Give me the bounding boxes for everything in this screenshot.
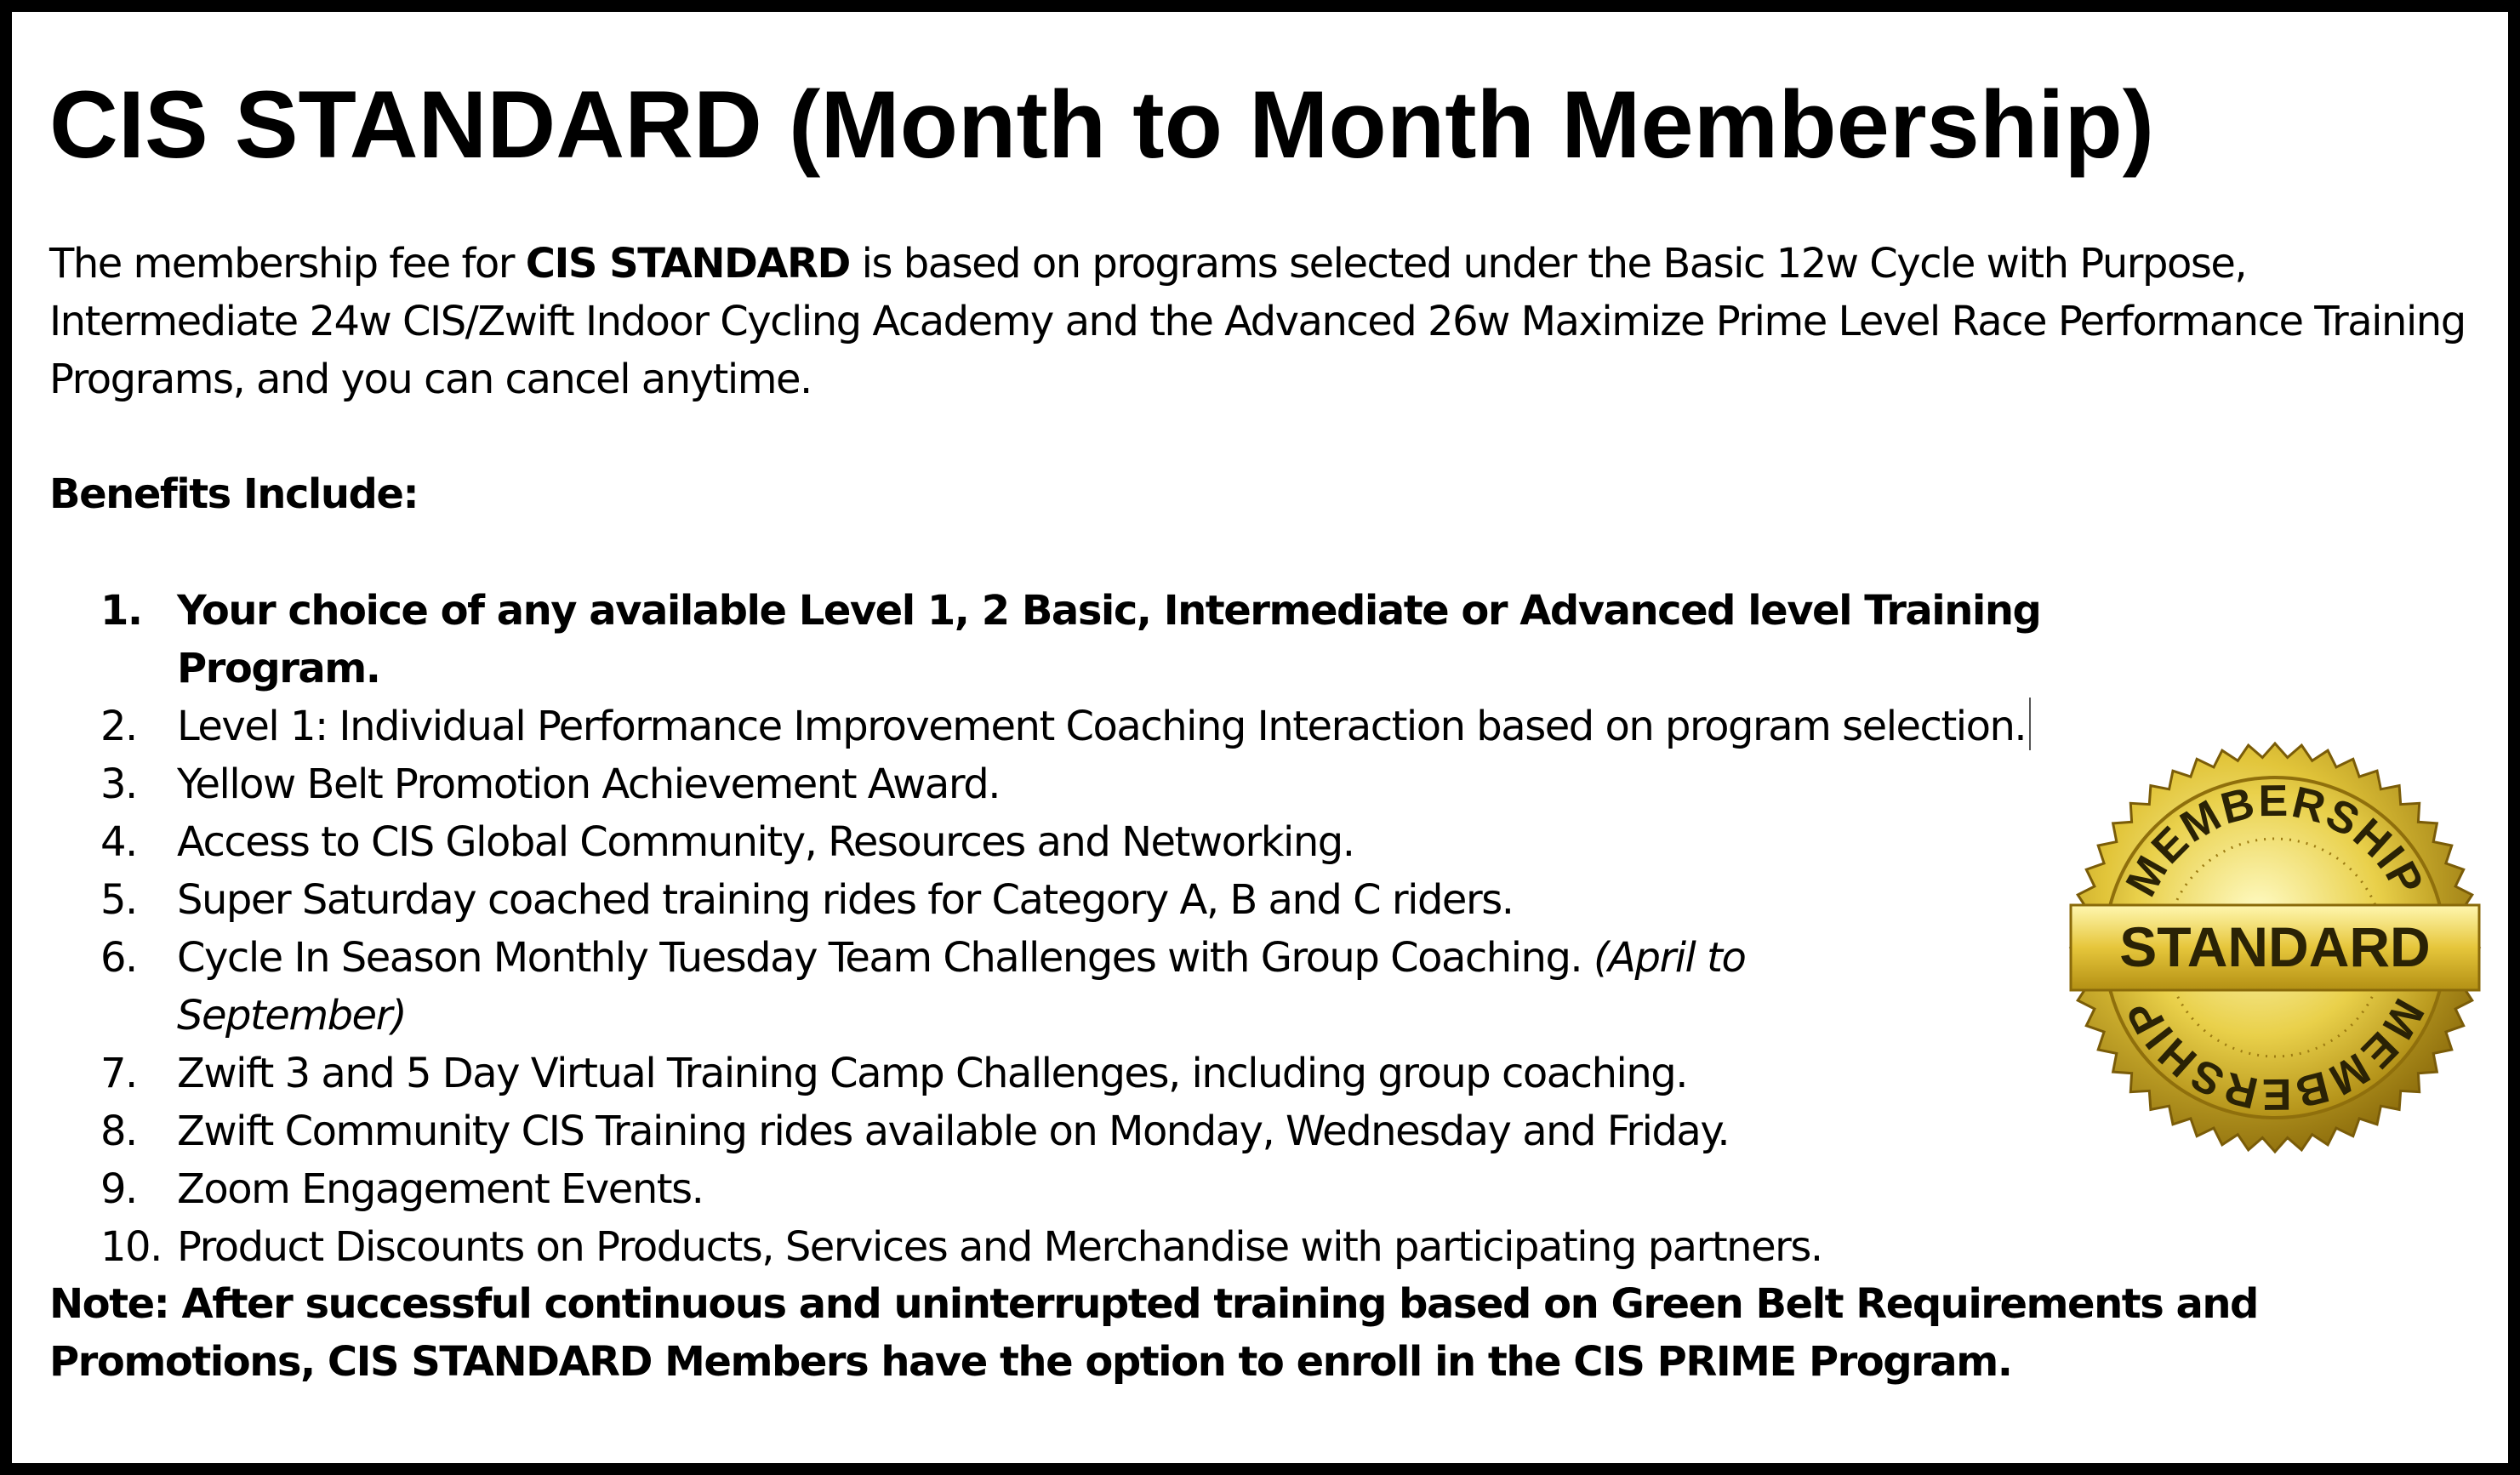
intro-text-bold: CIS STANDARD <box>525 240 850 288</box>
intro-text-before: The membership fee for <box>49 240 526 288</box>
list-item-text: Product Discounts on Products, Services and Merchandise with participating partners. <box>177 1223 1822 1271</box>
list-item <box>100 929 1921 1045</box>
benefits-list <box>100 582 2057 1276</box>
list-item <box>100 1045 2057 1102</box>
note-paragraph: Note: After successful continuous and uninterrupted training based on Green Belt Requirements and Promotions, CIS STANDARD Members have the option to enroll in the CIS PRIME Program. <box>49 1280 2258 1386</box>
list-number: 8. <box>100 1108 137 1155</box>
list-item-text: Zwift Community CIS Training rides available on Monday, Wednesday and Friday. <box>177 1108 1730 1155</box>
list-item-italic-text: (April to September) <box>177 934 1746 1039</box>
list-item <box>100 755 2057 813</box>
text-cursor <box>2029 698 2031 750</box>
list-number: 2. <box>100 703 137 750</box>
list-item-text: Cycle In Season Monthly Tuesday Team Challenges with Group Coaching. <box>177 934 1594 982</box>
seal-bottom-text: MEMBERSHIP <box>2116 990 2434 1119</box>
intro-text-after: is based on programs selected under the Basic 12w Cycle with Purpose, Intermediate 24w CIS/Zwift Indoor Cycling Academy and the Advanced 26w Maximize Prime Level Race Performance Training Programs, and you can cancel anytime. <box>49 240 2466 403</box>
list-number: 1. <box>100 587 142 635</box>
list-item <box>100 1218 2057 1276</box>
seal-center-text: STANDARD <box>2119 915 2431 978</box>
list-number: 5. <box>100 876 137 924</box>
list-item <box>100 582 2057 698</box>
list-item-text: Zoom Engagement Events. <box>177 1165 704 1213</box>
membership-seal-icon <box>2062 735 2488 1160</box>
list-item-text: Super Saturday coached training rides for Category A, B and C riders. <box>177 876 1514 924</box>
list-number: 3. <box>100 760 137 808</box>
seal-top-text: MEMBERSHIP <box>2116 776 2434 905</box>
list-item <box>100 813 2057 871</box>
list-item <box>100 1102 2057 1160</box>
page-title: CIS STANDARD (Month to Month Membership) <box>49 71 2155 178</box>
list-number: 7. <box>100 1050 137 1097</box>
list-item-text: Your choice of any available Level 1, 2 Basic, Intermediate or Advanced level Training Program. <box>177 587 2041 692</box>
list-number: 6. <box>100 934 137 982</box>
list-item-text: Yellow Belt Promotion Achievement Award. <box>177 760 1000 808</box>
list-number: 10. <box>100 1223 162 1271</box>
list-item-text: Access to CIS Global Community, Resources and Networking. <box>177 818 1354 866</box>
list-item-text: Level 1: Individual Performance Improvement Coaching Interaction based on program selection. <box>177 703 2027 750</box>
list-item <box>100 1160 2057 1218</box>
intro-paragraph <box>49 235 2491 408</box>
benefits-heading: Benefits Include: <box>49 470 419 518</box>
list-number: 4. <box>100 818 137 866</box>
list-number: 9. <box>100 1165 137 1213</box>
list-item <box>100 698 2057 755</box>
list-item-text: Zwift 3 and 5 Day Virtual Training Camp Challenges, including group coaching. <box>177 1050 1687 1097</box>
list-item <box>100 871 2057 929</box>
